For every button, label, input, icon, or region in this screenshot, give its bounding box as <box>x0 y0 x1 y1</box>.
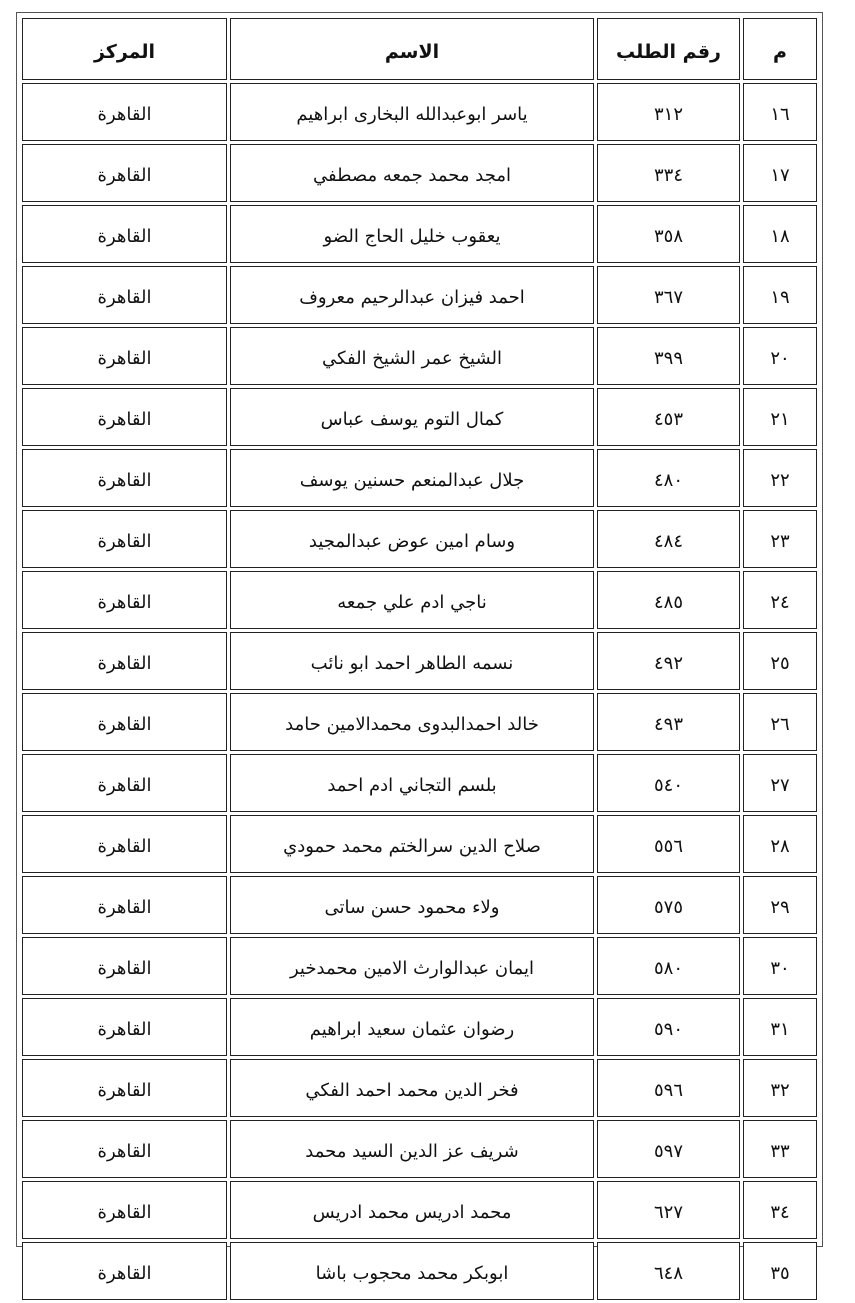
cell-center: القاهرة <box>22 327 227 385</box>
cell-index: ٣٢ <box>743 1059 817 1117</box>
cell-name: محمد ادريس محمد ادريس <box>230 1181 594 1239</box>
cell-name: نسمه الطاهر احمد ابو نائب <box>230 632 594 690</box>
cell-request-number: ٥٨٠ <box>597 937 740 995</box>
cell-request-number: ٣٦٧ <box>597 266 740 324</box>
cell-center: القاهرة <box>22 815 227 873</box>
cell-center: القاهرة <box>22 876 227 934</box>
cell-index: ٣١ <box>743 998 817 1056</box>
cell-index: ١٧ <box>743 144 817 202</box>
table-header-row <box>22 18 817 80</box>
cell-center: القاهرة <box>22 1120 227 1178</box>
cell-request-number: ٤٥٣ <box>597 388 740 446</box>
cell-index: ٢٧ <box>743 754 817 812</box>
cell-request-number: ٣٩٩ <box>597 327 740 385</box>
table-row <box>22 693 817 751</box>
cell-name: شريف عز الدين السيد محمد <box>230 1120 594 1178</box>
table-row <box>22 876 817 934</box>
cell-center: القاهرة <box>22 632 227 690</box>
cell-index: ٢٦ <box>743 693 817 751</box>
cell-index: ٣٣ <box>743 1120 817 1178</box>
cell-index: ٢٥ <box>743 632 817 690</box>
cell-name: ولاء محمود حسن ساتى <box>230 876 594 934</box>
cell-request-number: ٥٩٦ <box>597 1059 740 1117</box>
cell-name: خالد احمدالبدوى محمدالامين حامد <box>230 693 594 751</box>
table-row <box>22 1059 817 1117</box>
cell-center: القاهرة <box>22 449 227 507</box>
cell-index: ٢٠ <box>743 327 817 385</box>
table-row <box>22 1242 817 1300</box>
cell-request-number: ٥٤٠ <box>597 754 740 812</box>
cell-center: القاهرة <box>22 998 227 1056</box>
cell-index: ٣٥ <box>743 1242 817 1300</box>
table-row <box>22 144 817 202</box>
cell-request-number: ٣٥٨ <box>597 205 740 263</box>
cell-name: بلسم التجاني ادم احمد <box>230 754 594 812</box>
cell-request-number: ٤٨٥ <box>597 571 740 629</box>
cell-index: ٢٤ <box>743 571 817 629</box>
cell-index: ٢٨ <box>743 815 817 873</box>
table-row <box>22 754 817 812</box>
table-row <box>22 449 817 507</box>
cell-index: ٢٣ <box>743 510 817 568</box>
table-row <box>22 937 817 995</box>
header-index: م <box>743 18 817 80</box>
table-row <box>22 815 817 873</box>
table-row <box>22 632 817 690</box>
cell-request-number: ٣١٢ <box>597 83 740 141</box>
cell-request-number: ٤٩٢ <box>597 632 740 690</box>
cell-request-number: ٣٣٤ <box>597 144 740 202</box>
cell-center: القاهرة <box>22 388 227 446</box>
cell-name: احمد فيزان عبدالرحيم معروف <box>230 266 594 324</box>
table-row <box>22 388 817 446</box>
cell-index: ٢٢ <box>743 449 817 507</box>
applicants-table <box>19 15 820 1303</box>
cell-name: رضوان عثمان سعيد ابراهيم <box>230 998 594 1056</box>
table-row <box>22 327 817 385</box>
cell-request-number: ٤٨٠ <box>597 449 740 507</box>
header-request-number: رقم الطلب <box>597 18 740 80</box>
cell-request-number: ٤٩٣ <box>597 693 740 751</box>
cell-index: ٣٤ <box>743 1181 817 1239</box>
cell-request-number: ٥٧٥ <box>597 876 740 934</box>
cell-name: فخر الدين محمد احمد الفكي <box>230 1059 594 1117</box>
cell-center: القاهرة <box>22 937 227 995</box>
cell-index: ١٩ <box>743 266 817 324</box>
table-row <box>22 998 817 1056</box>
cell-index: ١٦ <box>743 83 817 141</box>
cell-center: القاهرة <box>22 144 227 202</box>
cell-center: القاهرة <box>22 693 227 751</box>
cell-center: القاهرة <box>22 510 227 568</box>
cell-name: الشيخ عمر الشيخ الفكي <box>230 327 594 385</box>
header-center: المركز <box>22 18 227 80</box>
cell-name: جلال عبدالمنعم حسنين يوسف <box>230 449 594 507</box>
table-row <box>22 266 817 324</box>
table-body <box>22 83 817 1300</box>
cell-center: القاهرة <box>22 1059 227 1117</box>
cell-name: وسام امين عوض عبدالمجيد <box>230 510 594 568</box>
cell-name: كمال التوم يوسف عباس <box>230 388 594 446</box>
cell-name: امجد محمد جمعه مصطفي <box>230 144 594 202</box>
table-row <box>22 1181 817 1239</box>
table-row <box>22 205 817 263</box>
table-row <box>22 510 817 568</box>
cell-index: ٣٠ <box>743 937 817 995</box>
cell-name: ابوبكر محمد محجوب باشا <box>230 1242 594 1300</box>
table-row <box>22 83 817 141</box>
cell-center: القاهرة <box>22 1181 227 1239</box>
cell-name: صلاح الدين سرالختم محمد حمودي <box>230 815 594 873</box>
cell-center: القاهرة <box>22 205 227 263</box>
cell-request-number: ٥٩٠ <box>597 998 740 1056</box>
table-row <box>22 571 817 629</box>
table-row <box>22 1120 817 1178</box>
cell-request-number: ٥٩٧ <box>597 1120 740 1178</box>
cell-index: ٢٩ <box>743 876 817 934</box>
cell-center: القاهرة <box>22 1242 227 1300</box>
cell-name: ناجي ادم علي جمعه <box>230 571 594 629</box>
document-sheet <box>16 12 823 1284</box>
cell-request-number: ٦٤٨ <box>597 1242 740 1300</box>
cell-center: القاهرة <box>22 571 227 629</box>
cell-request-number: ٤٨٤ <box>597 510 740 568</box>
cell-index: ٢١ <box>743 388 817 446</box>
cell-request-number: ٥٥٦ <box>597 815 740 873</box>
cell-request-number: ٦٢٧ <box>597 1181 740 1239</box>
cell-name: ياسر ابوعبدالله البخارى ابراهيم <box>230 83 594 141</box>
cell-name: ايمان عبدالوارث الامين محمدخير <box>230 937 594 995</box>
cell-center: القاهرة <box>22 83 227 141</box>
header-name: الاسم <box>230 18 594 80</box>
cell-name: يعقوب خليل الحاج الضو <box>230 205 594 263</box>
cell-center: القاهرة <box>22 266 227 324</box>
cell-index: ١٨ <box>743 205 817 263</box>
cell-center: القاهرة <box>22 754 227 812</box>
